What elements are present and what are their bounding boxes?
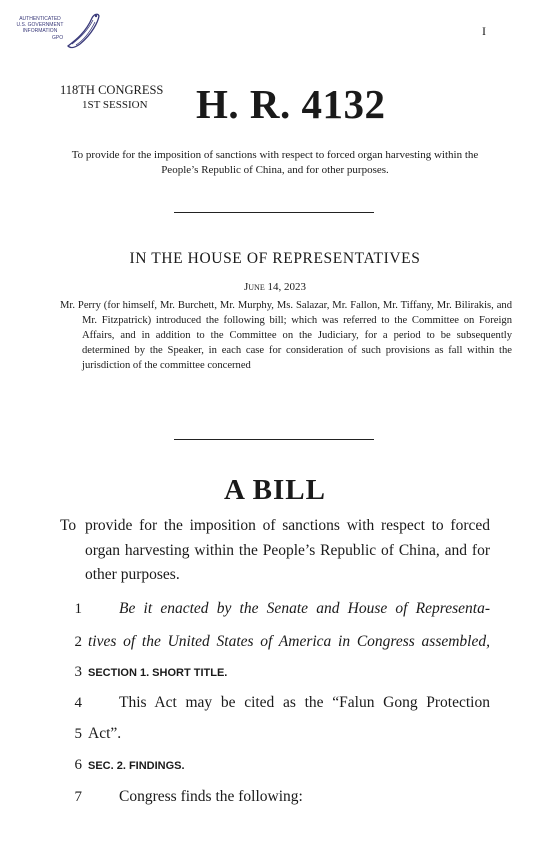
session-number: 1ST SESSION xyxy=(82,99,148,111)
divider-top xyxy=(174,212,374,213)
short-title-line-1: This Act may be cited as the “Falun Gong Protection xyxy=(119,694,490,711)
enacting-clause-line-2: tives of the United States of America in Congress assembled, xyxy=(88,633,490,650)
line-number: 3 xyxy=(74,664,82,680)
line-number: 6 xyxy=(74,757,82,773)
line-number: 7 xyxy=(74,789,82,805)
page-number: I xyxy=(482,24,486,38)
congress-session xyxy=(60,83,182,113)
seal-line-2: U.S. GOVERNMENT xyxy=(16,22,64,28)
seal-line-3: INFORMATION xyxy=(22,28,58,34)
bill-purpose: To provide for the imposition of sanctions with respect to forced organ harvesting within the People’s Republic of China, and for other purposes. xyxy=(71,149,479,176)
section-2-heading: SEC. 2. FINDINGS. xyxy=(88,760,185,772)
long-title-text: provide for the imposition of sanctions with respect to forced organ harvesting within the People’s Republic of China, and for other purposes. xyxy=(85,517,490,583)
seal-line-1: AUTHENTICATED xyxy=(19,16,61,22)
sponsors-paragraph xyxy=(60,298,512,373)
a-bill-heading: A BILL xyxy=(224,474,326,506)
findings-intro: Congress finds the following: xyxy=(119,788,303,805)
line-number: 2 xyxy=(74,634,82,650)
line-number: 4 xyxy=(74,695,82,711)
eagle-icon xyxy=(62,10,102,56)
seal-line-4: GPO xyxy=(52,35,64,41)
gpo-authentication-seal xyxy=(8,10,118,56)
line-number: 5 xyxy=(74,726,82,742)
long-title-to: To xyxy=(60,517,77,534)
bill-number: H. R. 4132 xyxy=(196,81,386,127)
congress-number: 118TH CONGRESS xyxy=(60,83,164,97)
sponsors-text: Mr. Perry (for himself, Mr. Burchett, Mr. Murphy, Ms. Salazar, Mr. Fallon, Mr. Tiffany, Mr. Bilirakis, and Mr. Fitzpatrick) introduced the following bill; which was referred to the Committee on Foreign Affairs, and in addition to the Committee on the Judiciary, for a period to be subsequently determined by the Speaker, in each case for consideration of such provisions as fall within the jurisdiction of the committee concerned xyxy=(60,300,512,371)
chamber-heading: IN THE HOUSE OF REPRESENTATIVES xyxy=(129,250,421,267)
enacting-clause-line-1: Be it enacted by the Senate and House of Representa- xyxy=(119,600,490,617)
divider-bottom xyxy=(174,439,374,440)
introduction-date: June 14, 2023 xyxy=(244,281,306,293)
section-1-heading: SECTION 1. SHORT TITLE. xyxy=(88,667,228,679)
line-number: 1 xyxy=(74,601,82,617)
short-title-line-2: Act”. xyxy=(88,725,122,742)
long-title xyxy=(60,514,490,588)
